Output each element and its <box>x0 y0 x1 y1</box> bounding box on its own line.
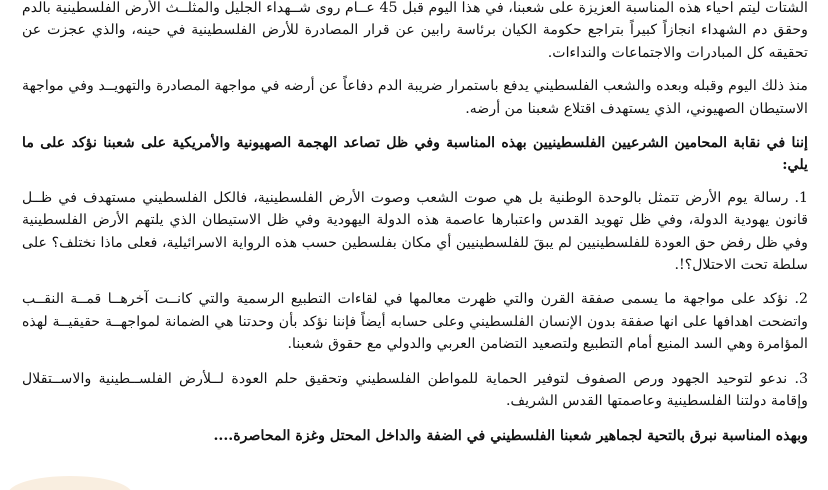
paragraph-point-1: 1. رسالة يوم الأرض تتمثل بالوحدة الوطنية بل هي صوت الشعب وصوت الأرض الفلسطينية، فالكل الفلسطيني مستهدف في ظــل قانون يهودية الدولة، وفي ظل تهويد القدس واعتبارها عاصمة هذه الدولة اليهودية وفي ظل الاستيطان الذي يلتهم الأرض الفلسطينية وفي ظل رفض حق العودة للفلسطينيين لم يبقَ للفلسطينيين أي مكان بفلسطين حسب هذه الرواية الاسرائيلية، فعلى ماذا نختلف؟ على سلطة تحت الاحتلال؟!. <box>22 189 808 274</box>
paragraph-point-3: 3. ندعو لتوحيد الجهود ورص الصفوف لتوفير الحماية للمواطن الفلسطيني وتحقيق حلم العودة لــلأرض الفلســطينية والاســتقلال وإقامة دولتنا الفلسطينية وعاصمتها القدس الشريف. <box>22 370 808 410</box>
paragraph-since-that-day: منذ ذلك اليوم وقبله وبعده والشعب الفلسطيني يدفع باستمرار ضريبة الدم دفاعاً عن أرضه في مواجهة المصادرة والتهويــد وفي مواجهة الاستيطان الصهيوني، الذي يستهدف اقتلاع شعبنا من أرضه. <box>22 78 808 117</box>
paragraph-closing: وبهذه المناسبة نبرق بالتحية لجماهير شعبنا الفلسطيني في الضفة والداخل المحتل وغزة المحاصرة.... <box>213 427 808 444</box>
paragraph-point-2: 2. نؤكد على مواجهة ما يسمى صفقة القرن والتي ظهرت معالمها في لقاءات التطبيع الرسمية والتي كانــت آخرهــا قمــة النقــب واتضحت اهدافها على انها صفقة بدون الإنسان الفلسطيني وعلى حسابه أيضاً فإننا نؤكد بأن وحدتنا هي الضمانة لمواجهــة حقيقيــة لهذه المؤامرة وهي السد المنيع أمام التطبيع ولتصعيد التضامن العربي والدولي مع حقوق شعبنا. <box>22 291 808 353</box>
paragraph-statement-heading: إننا في نقابة المحامين الشرعيين الفلسطينيين بهذه المناسبة وفي ظل تصاعد الهجمة الصهيونية والأمريكية على شعبنا نؤكد على ما يلي: <box>22 135 808 174</box>
paragraph-intro: الشتات ليتم احياء هذه المناسبة العزيزة على شعبنا، في هذا اليوم قبل 45 عــام روى شــهداء الجليل والمثلــث الأرض الفلسطينية بالدم وحقق دم الشهداء انجازاً كبيراً بتراجع حكومة الكيان برئاسة رابين عن قرار المصادرة للأرض الفلسطينية في حينه، والذي عجزت عن تحقيقه كل المبادرات والاجتماعات والنداءات. <box>22 0 808 61</box>
document-body <box>22 0 808 459</box>
